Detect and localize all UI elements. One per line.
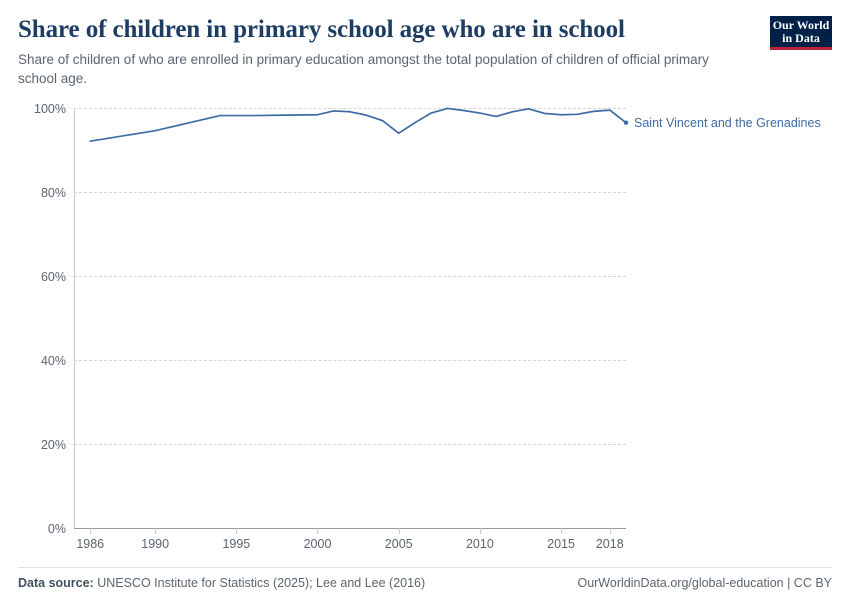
chart-header xyxy=(18,16,832,88)
owid-logo-line-2: in Data xyxy=(782,30,820,45)
y-axis-tick-label: 80% xyxy=(40,186,66,200)
page-title: Share of children in primary school age who are in school xyxy=(18,16,625,43)
y-axis-tick-label: 0% xyxy=(47,522,66,536)
y-axis-tick-label: 40% xyxy=(40,354,66,368)
x-axis-tick-mark xyxy=(318,528,319,534)
x-axis-tick-label: 2000 xyxy=(304,537,332,551)
data-source xyxy=(18,576,425,590)
x-axis-tick-mark xyxy=(155,528,156,534)
y-axis-tick-label: 100% xyxy=(34,102,66,116)
plot-region[interactable] xyxy=(34,102,821,551)
x-axis-tick-mark xyxy=(90,528,91,534)
x-axis-tick-mark xyxy=(480,528,481,534)
series-end-marker xyxy=(624,121,628,125)
y-axis-tick-label: 60% xyxy=(40,270,66,284)
x-axis-tick-label: 2018 xyxy=(596,537,624,551)
x-axis-tick-label: 2010 xyxy=(466,537,494,551)
gridline xyxy=(47,522,626,536)
x-axis-tick-label: 1995 xyxy=(222,537,250,551)
chart-area xyxy=(18,98,832,551)
series-lines xyxy=(74,108,626,528)
x-axis-tick-mark xyxy=(236,528,237,534)
data-source-label: Data source: xyxy=(18,576,94,590)
x-axis-tick-label: 1986 xyxy=(76,537,104,551)
x-axis-tick-mark xyxy=(610,528,611,534)
chart-subtitle: Share of children of who are enrolled in primary education amongst the total population of children of official primary school age. xyxy=(18,52,709,87)
x-axis-tick-label: 2015 xyxy=(547,537,575,551)
x-axis-tick-mark xyxy=(399,528,400,534)
x-axis-tick-label: 2005 xyxy=(385,537,413,551)
data-source-text: UNESCO Institute for Statistics (2025); Lee and Lee (2016) xyxy=(97,576,426,590)
y-axis-tick-label: 20% xyxy=(40,438,66,452)
owid-logo[interactable] xyxy=(770,16,832,50)
series-label[interactable]: Saint Vincent and the Grenadines xyxy=(634,115,821,130)
owid-logo-line-1: Our World xyxy=(772,18,830,32)
x-axis-tick-label: 1990 xyxy=(141,537,169,551)
series-line xyxy=(90,108,626,141)
chart-footer xyxy=(18,567,832,590)
credit-text[interactable]: OurWorldinData.org/global-education | CC BY xyxy=(577,576,832,590)
x-axis-tick-mark xyxy=(561,528,562,534)
